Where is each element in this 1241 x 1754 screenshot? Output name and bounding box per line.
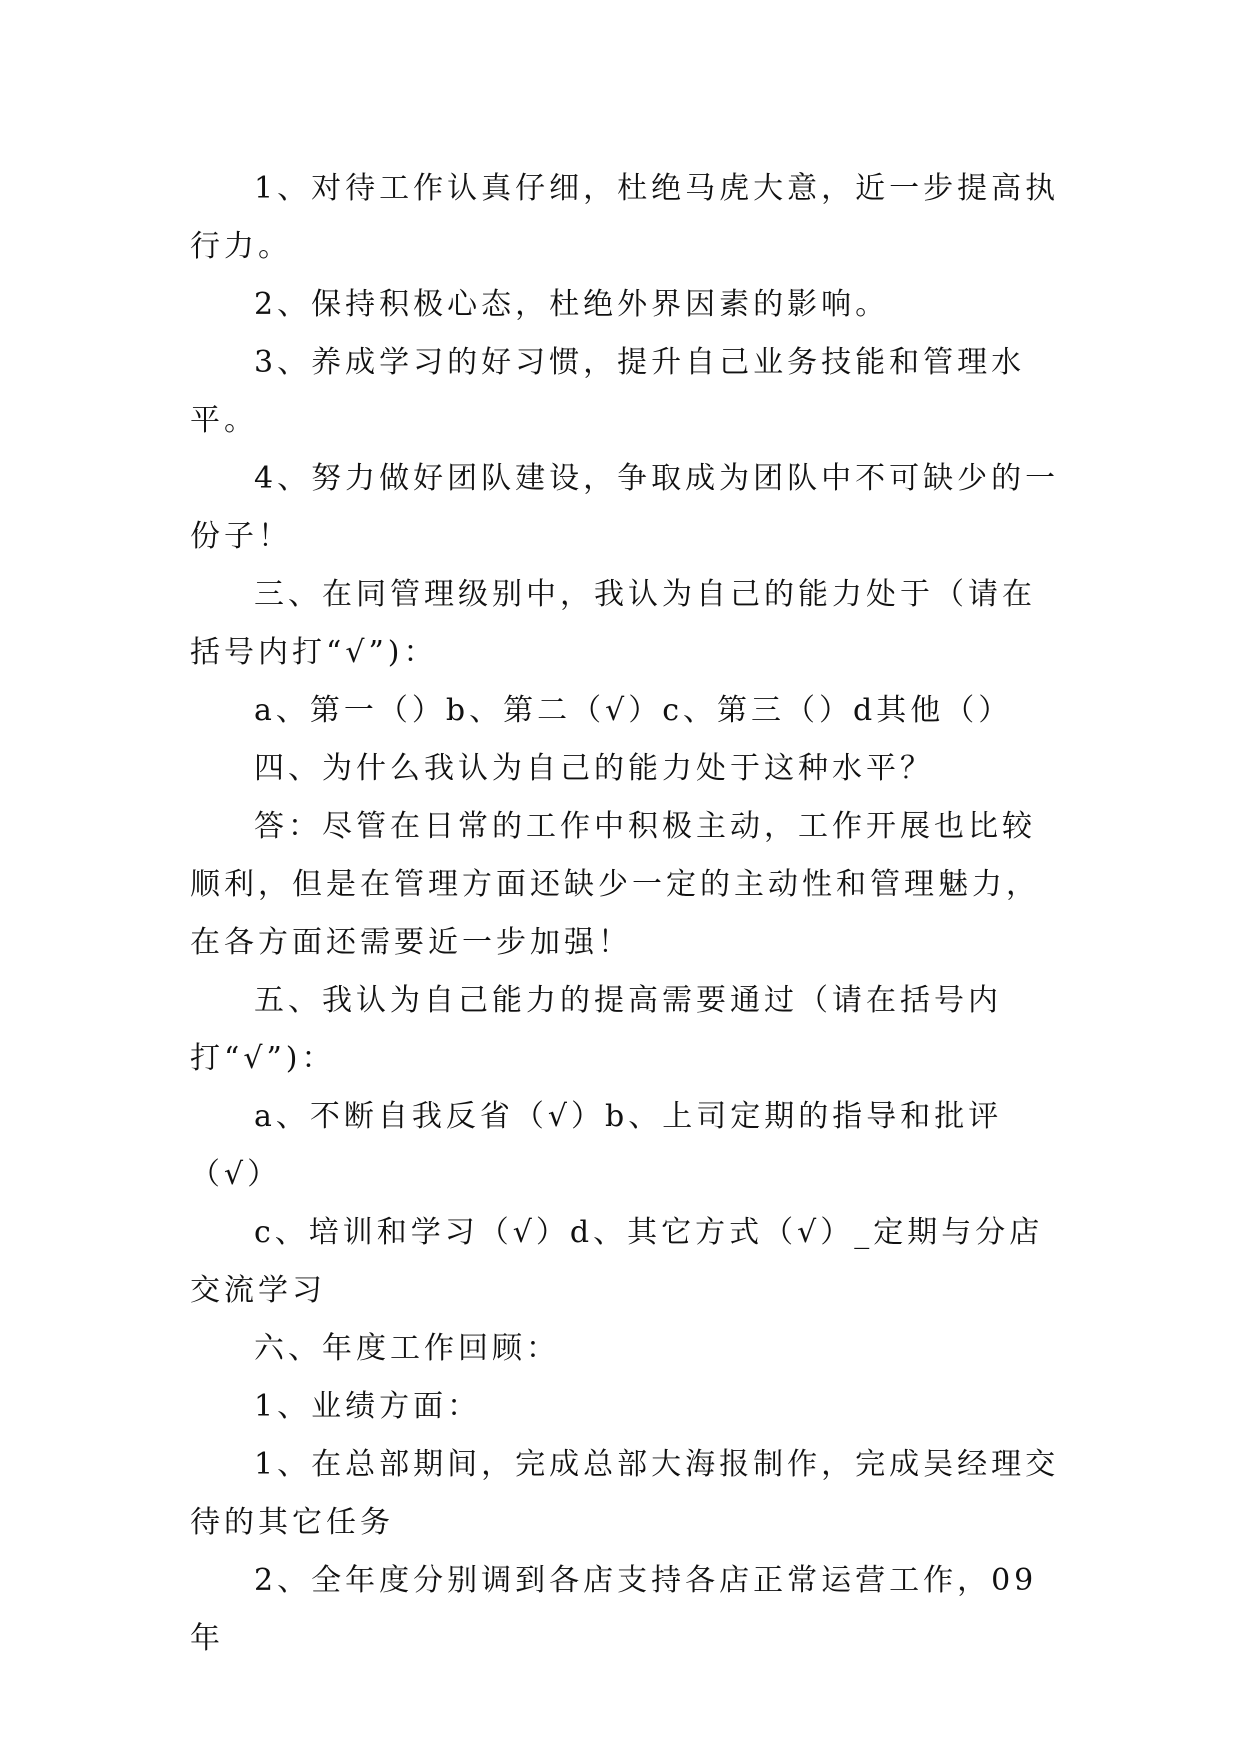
- document-body: [190, 160, 1060, 1668]
- list-item-2: 2、保持积极心态，杜绝外界因素的影响。: [254, 287, 890, 322]
- section-six-heading: 六、年度工作回顾：: [254, 1331, 560, 1366]
- section-five-question: 五、我认为自己能力的提高需要通过（请在括号内打“√”)：: [190, 983, 1002, 1076]
- performance-heading: 1、业绩方面：: [254, 1389, 482, 1424]
- section-three-options: a、第一（）b、第二（√）c、第三（）d其他（）: [254, 693, 1013, 728]
- section-three-question: 三、在同管理级别中，我认为自己的能力处于（请在括号内打“√”)：: [190, 577, 1036, 670]
- list-item-3: 3、养成学习的好习惯，提升自己业务技能和管理水平。: [190, 345, 1026, 438]
- section-five-options-cd: c、培训和学习（√）d、其它方式（√）_定期与分店交流学习: [190, 1215, 1044, 1308]
- list-item-1: 1、对待工作认真仔细，杜绝马虎大意，近一步提高执行力。: [190, 171, 1060, 264]
- section-four-answer: 答：尽管在日常的工作中积极主动，工作开展也比较顺利，但是在管理方面还缺少一定的主动性和管理魅力，在各方面还需要近一步加强！: [190, 809, 1040, 960]
- section-four-question: 四、为什么我认为自己的能力处于这种水平？: [254, 751, 934, 786]
- section-five-options-ab: a、不断自我反省（√）b、上司定期的指导和批评（√）: [190, 1099, 1003, 1192]
- list-item-4: 4、努力做好团队建设，争取成为团队中不可缺少的一份子！: [190, 461, 1060, 554]
- performance-item-2: 2、全年度分别调到各店支持各店正常运营工作，09年: [190, 1563, 1038, 1656]
- performance-item-1: 1、在总部期间，完成总部大海报制作，完成吴经理交待的其它任务: [190, 1447, 1060, 1540]
